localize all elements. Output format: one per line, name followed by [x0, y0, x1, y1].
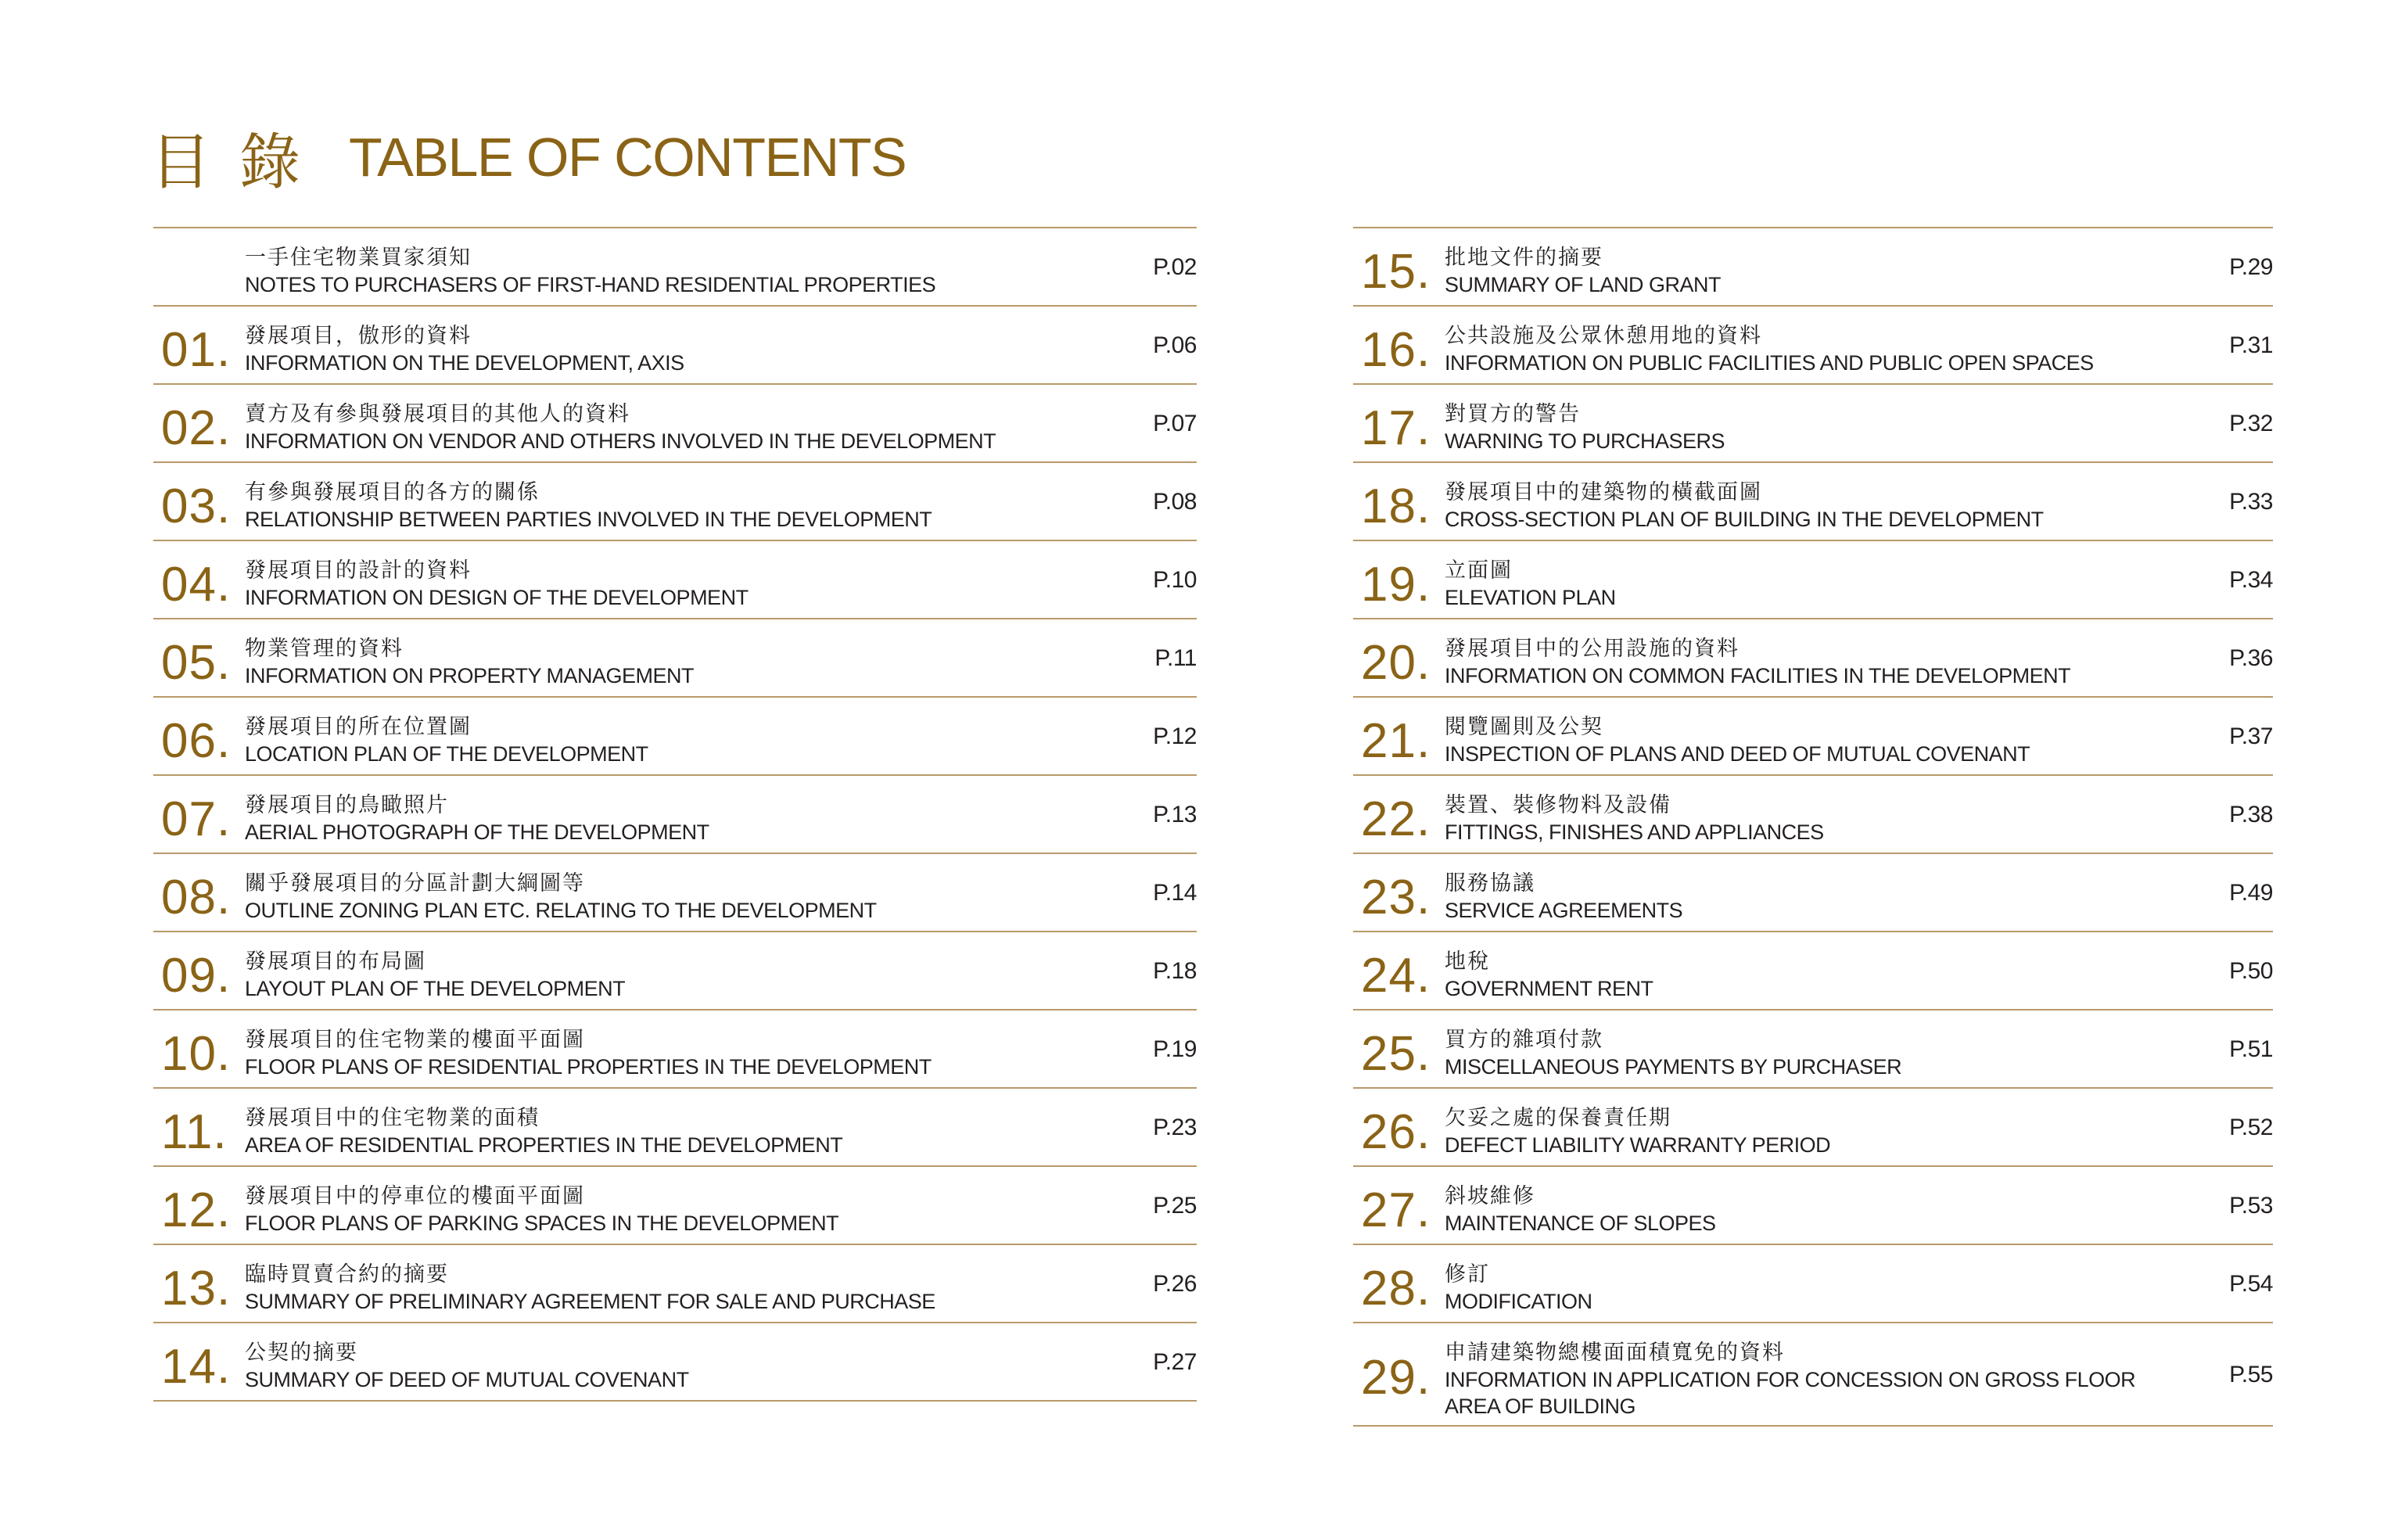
toc-entry-titles — [1445, 1262, 2148, 1315]
toc-entry[interactable] — [1353, 541, 2273, 619]
toc-entry[interactable] — [1353, 1245, 2273, 1323]
toc-entry-title-english: INFORMATION ON PROPERTY MANAGEMENT — [245, 664, 695, 687]
toc-entry[interactable] — [153, 307, 1197, 385]
toc-entry-titles — [245, 479, 1072, 533]
toc-entry[interactable] — [153, 1011, 1197, 1089]
heading-english: TABLE OF CONTENTS — [349, 127, 907, 188]
toc-entry-title-chinese: 公契的摘要 — [245, 1341, 358, 1365]
toc-entry-title-english: INFORMATION ON DESIGN OF THE DEVELOPMENT — [245, 586, 749, 609]
toc-entry[interactable] — [153, 228, 1197, 307]
toc-entry-page-number: P.06 — [1153, 332, 1197, 358]
toc-entry-title-english: WARNING TO PURCHASERS — [1445, 429, 1725, 453]
toc-entry-titles — [245, 1340, 1072, 1393]
toc-entry-titles — [245, 1027, 1072, 1080]
toc-entry-page-number: P.51 — [2229, 1036, 2273, 1062]
toc-entry-title-english: FITTINGS, FINISHES AND APPLIANCES — [1445, 820, 1824, 844]
toc-entry-page-number: P.14 — [1153, 880, 1197, 906]
toc-entry-page-number: P.31 — [2229, 332, 2273, 358]
toc-entry-page-number: P.36 — [2229, 645, 2273, 671]
toc-entry-title-english: INSPECTION OF PLANS AND DEED OF MUTUAL COVENANT — [1445, 742, 2030, 766]
toc-entry-page-number: P.26 — [1153, 1271, 1197, 1297]
toc-entry[interactable] — [153, 776, 1197, 854]
toc-entry[interactable] — [1353, 776, 2273, 854]
toc-entry-number: 05. — [161, 636, 232, 690]
toc-entry[interactable] — [153, 932, 1197, 1011]
toc-entry-number: 29. — [1361, 1351, 1431, 1405]
toc-entry[interactable] — [1353, 1323, 2273, 1427]
toc-entry-title-english: SERVICE AGREEMENTS — [1445, 899, 1683, 922]
toc-entry-page-number: P.55 — [2229, 1362, 2273, 1387]
toc-entry-title-english: FLOOR PLANS OF PARKING SPACES IN THE DEVELOPMENT — [245, 1212, 839, 1235]
toc-entry-title-chinese: 發展項目的所在位置圖 — [245, 715, 472, 739]
toc-entry[interactable] — [1353, 463, 2273, 541]
toc-entry-titles — [245, 792, 1072, 845]
toc-entry-number: 07. — [161, 792, 232, 846]
toc-entry-titles — [1445, 323, 2148, 376]
toc-entry-title-english: INFORMATION ON VENDOR AND OTHERS INVOLVED IN THE DEVELOPMENT — [245, 429, 996, 453]
toc-entry-title-english: INFORMATION IN APPLICATION FOR CONCESSION ON GROSS FLOOR AREA OF BUILDING — [1445, 1368, 2136, 1418]
toc-entry[interactable] — [1353, 307, 2273, 385]
toc-entry-page-number: P.08 — [1153, 489, 1197, 515]
toc-entry-number: 21. — [1361, 714, 1431, 768]
toc-entry[interactable] — [153, 1323, 1197, 1402]
toc-entry-title-english: MAINTENANCE OF SLOPES — [1445, 1212, 1716, 1235]
toc-entry-number: 18. — [1361, 479, 1431, 533]
toc-entry-page-number: P.10 — [1153, 567, 1197, 593]
toc-entry-page-number: P.23 — [1153, 1115, 1197, 1140]
toc-entry-number: 02. — [161, 401, 232, 455]
toc-entry-titles — [245, 714, 1072, 767]
toc-entry-titles — [245, 558, 1072, 611]
toc-entry-page-number: P.53 — [2229, 1193, 2273, 1219]
toc-entry-title-chinese: 對買方的警告 — [1445, 402, 1581, 426]
toc-entry[interactable] — [1353, 228, 2273, 307]
toc-entry-number: 06. — [161, 714, 232, 768]
toc-entry-page-number: P.33 — [2229, 489, 2273, 515]
toc-entry-number: 14. — [161, 1340, 232, 1394]
toc-entry-page-number: P.54 — [2229, 1271, 2273, 1297]
toc-entry-title-english: AREA OF RESIDENTIAL PROPERTIES IN THE DEVELOPMENT — [245, 1133, 843, 1157]
toc-entry-title-chinese: 買方的雜項付款 — [1445, 1028, 1603, 1052]
toc-entry-title-english: NOTES TO PURCHASERS OF FIRST-HAND RESIDENTIAL PROPERTIES — [245, 273, 936, 296]
toc-entry-number: 10. — [161, 1027, 232, 1081]
toc-entry-title-english: INFORMATION ON COMMON FACILITIES IN THE DEVELOPMENT — [1445, 664, 2071, 687]
toc-entry-title-chinese: 發展項目中的公用設施的資料 — [1445, 637, 1740, 661]
toc-entry-title-chinese: 申請建築物總樓面面積寬免的資料 — [1445, 1341, 1785, 1365]
toc-entry-title-chinese: 欠妥之處的保養責任期 — [1445, 1106, 1671, 1130]
toc-entry-titles — [245, 245, 1072, 298]
toc-entry-titles — [1445, 714, 2148, 767]
toc-entry-titles — [245, 636, 1072, 689]
toc-entry[interactable] — [153, 1089, 1197, 1167]
toc-entry-title-english: MISCELLANEOUS PAYMENTS BY PURCHASER — [1445, 1055, 1902, 1079]
toc-entry-page-number: P.18 — [1153, 958, 1197, 984]
toc-entry-title-chinese: 賣方及有參與發展項目的其他人的資料 — [245, 402, 630, 426]
toc-entry-title-chinese: 臨時買賣合約的摘要 — [245, 1262, 449, 1287]
toc-entry-titles — [1445, 949, 2148, 1002]
toc-entry-title-english: DEFECT LIABILITY WARRANTY PERIOD — [1445, 1133, 1831, 1157]
toc-entry-title-chinese: 公共設施及公眾休憩用地的資料 — [1445, 324, 1762, 348]
toc-entry-page-number: P.19 — [1153, 1036, 1197, 1062]
toc-entry-title-chinese: 斜坡維修 — [1445, 1184, 1535, 1208]
toc-entry[interactable] — [153, 698, 1197, 776]
toc-entry-title-chinese: 發展項目的布局圖 — [245, 949, 426, 974]
toc-entry-number: 26. — [1361, 1105, 1431, 1159]
toc-entry-number: 16. — [1361, 323, 1431, 377]
toc-entry[interactable] — [1353, 1167, 2273, 1245]
toc-entry[interactable] — [153, 619, 1197, 698]
toc-entry[interactable] — [153, 1245, 1197, 1323]
toc-entry-title-chinese: 立面圖 — [1445, 558, 1513, 583]
toc-entry-page-number: P.25 — [1153, 1193, 1197, 1219]
toc-entry-title-chinese: 發展項目中的建築物的橫截面圖 — [1445, 480, 1762, 504]
toc-entry-titles — [245, 949, 1072, 1002]
toc-entry-titles — [1445, 636, 2148, 689]
toc-entry-titles — [245, 323, 1072, 376]
toc-entry-number: 22. — [1361, 792, 1431, 846]
toc-entry-title-chinese: 發展項目中的停車位的樓面平面圖 — [245, 1184, 585, 1208]
toc-entry-number: 11. — [161, 1105, 228, 1159]
toc-entry[interactable] — [1353, 854, 2273, 932]
toc-entry-number: 08. — [161, 871, 232, 924]
toc-entry-titles — [1445, 245, 2148, 298]
toc-entry-titles — [245, 1183, 1072, 1237]
toc-entry-titles — [245, 1262, 1072, 1315]
toc-entry-title-english: LAYOUT PLAN OF THE DEVELOPMENT — [245, 977, 626, 1000]
toc-entry-number: 03. — [161, 479, 232, 533]
toc-entry-number: 23. — [1361, 871, 1431, 924]
toc-entry[interactable] — [153, 541, 1197, 619]
toc-entry-page-number: P.50 — [2229, 958, 2273, 984]
toc-entry-page-number: P.34 — [2229, 567, 2273, 593]
toc-entry-title-chinese: 修訂 — [1445, 1262, 1490, 1287]
toc-column-left — [153, 227, 1197, 1402]
toc-entry[interactable] — [153, 385, 1197, 463]
toc-entry-title-english: SUMMARY OF PRELIMINARY AGREEMENT FOR SALE AND PURCHASE — [245, 1290, 935, 1313]
toc-entry-titles — [245, 401, 1072, 454]
toc-entry-page-number: P.38 — [2229, 802, 2273, 827]
toc-entry-title-english: INFORMATION ON THE DEVELOPMENT, AXIS — [245, 351, 684, 375]
toc-entry-title-chinese: 物業管理的資料 — [245, 637, 404, 661]
toc-entry-title-english: LOCATION PLAN OF THE DEVELOPMENT — [245, 742, 648, 766]
toc-entry-title-chinese: 發展項目，傲形的資料 — [245, 324, 472, 348]
toc-entry-title-english: AERIAL PHOTOGRAPH OF THE DEVELOPMENT — [245, 820, 709, 844]
toc-entry-title-chinese: 一手住宅物業買家須知 — [245, 246, 472, 270]
toc-entry-title-chinese: 服務協議 — [1445, 871, 1535, 896]
toc-entry-number: 20. — [1361, 636, 1431, 690]
toc-entry-titles — [1445, 792, 2148, 845]
toc-entry[interactable] — [1353, 385, 2273, 463]
toc-entry[interactable] — [153, 854, 1197, 932]
toc-entry-number: 09. — [161, 949, 232, 1003]
toc-entry-titles — [1445, 558, 2148, 611]
toc-column-right — [1353, 227, 2273, 1427]
toc-entry[interactable] — [153, 463, 1197, 541]
toc-entry-title-chinese: 閱覽圖則及公契 — [1445, 715, 1603, 739]
toc-entry-title-chinese: 關乎發展項目的分區計劃大綱圖等 — [245, 871, 585, 896]
toc-entry-title-chinese: 地稅 — [1445, 949, 1490, 974]
toc-entry-number: 27. — [1361, 1183, 1431, 1237]
toc-entry-title-chinese: 裝置、裝修物料及設備 — [1445, 793, 1671, 817]
toc-entry-page-number: P.11 — [1154, 645, 1197, 671]
toc-entry[interactable] — [1353, 932, 2273, 1011]
toc-entry[interactable] — [153, 1167, 1197, 1245]
toc-entry-title-chinese: 發展項目的設計的資料 — [245, 558, 472, 583]
toc-entry-titles — [1445, 401, 2148, 454]
toc-entry-title-english: FLOOR PLANS OF RESIDENTIAL PROPERTIES IN THE DEVELOPMENT — [245, 1055, 932, 1079]
toc-entry-number: 25. — [1361, 1027, 1431, 1081]
toc-entry-titles — [245, 871, 1072, 924]
toc-entry-title-english: INFORMATION ON PUBLIC FACILITIES AND PUBLIC OPEN SPACES — [1445, 351, 2094, 375]
toc-entry-page-number: P.12 — [1153, 723, 1197, 749]
toc-entry-number: 04. — [161, 558, 232, 612]
toc-entry-title-chinese: 有參與發展項目的各方的關係 — [245, 480, 540, 504]
toc-entry-title-english: GOVERNMENT RENT — [1445, 977, 1653, 1000]
toc-entry-title-chinese: 發展項目的鳥瞰照片 — [245, 793, 449, 817]
page-heading — [150, 114, 906, 200]
toc-entry-title-english: CROSS-SECTION PLAN OF BUILDING IN THE DEVELOPMENT — [1445, 508, 2044, 531]
toc-entry-number: 13. — [161, 1262, 232, 1316]
toc-entry-title-english: MODIFICATION — [1445, 1290, 1592, 1313]
toc-entry-titles — [245, 1105, 1072, 1158]
toc-entry-titles — [1445, 1183, 2148, 1237]
toc-entry-title-chinese: 發展項目的住宅物業的樓面平面圖 — [245, 1028, 585, 1052]
toc-entry-number: 24. — [1361, 949, 1431, 1003]
toc-entry-number: 19. — [1361, 558, 1431, 612]
toc-entry-page-number: P.49 — [2229, 880, 2273, 906]
toc-entry-titles — [1445, 871, 2148, 924]
toc-entry[interactable] — [1353, 1089, 2273, 1167]
toc-entry-page-number: P.29 — [2229, 254, 2273, 280]
heading-chinese: 目錄 — [150, 127, 329, 198]
toc-entry-page-number: P.02 — [1153, 254, 1197, 280]
toc-entry-number: 15. — [1361, 245, 1431, 299]
toc-entry-title-english: ELEVATION PLAN — [1445, 586, 1616, 609]
toc-entry[interactable] — [1353, 1011, 2273, 1089]
toc-entry-number: 12. — [161, 1183, 232, 1237]
toc-entry-titles — [1445, 1105, 2148, 1158]
toc-entry-title-chinese: 發展項目中的住宅物業的面積 — [245, 1106, 540, 1130]
toc-entry-title-english: SUMMARY OF DEED OF MUTUAL COVENANT — [245, 1368, 689, 1391]
toc-entry-title-english: OUTLINE ZONING PLAN ETC. RELATING TO THE DEVELOPMENT — [245, 899, 877, 922]
toc-entry-title-english: SUMMARY OF LAND GRANT — [1445, 273, 1722, 296]
toc-entry-titles — [1445, 1027, 2148, 1080]
toc-entry-page-number: P.37 — [2229, 723, 2273, 749]
toc-entry-page-number: P.52 — [2229, 1115, 2273, 1140]
toc-entry-titles — [1445, 1340, 2148, 1420]
toc-entry-page-number: P.32 — [2229, 411, 2273, 436]
toc-entry[interactable] — [1353, 619, 2273, 698]
toc-entry-number: 01. — [161, 323, 232, 377]
toc-entry-number: 28. — [1361, 1262, 1431, 1316]
toc-entry-page-number: P.13 — [1153, 802, 1197, 827]
toc-entry-page-number: P.27 — [1153, 1349, 1197, 1375]
toc-entry-titles — [1445, 479, 2148, 533]
toc-entry-page-number: P.07 — [1153, 411, 1197, 436]
toc-entry-title-english: RELATIONSHIP BETWEEN PARTIES INVOLVED IN THE DEVELOPMENT — [245, 508, 932, 531]
toc-entry[interactable] — [1353, 698, 2273, 776]
toc-entry-number: 17. — [1361, 401, 1431, 455]
toc-entry-title-chinese: 批地文件的摘要 — [1445, 246, 1603, 270]
